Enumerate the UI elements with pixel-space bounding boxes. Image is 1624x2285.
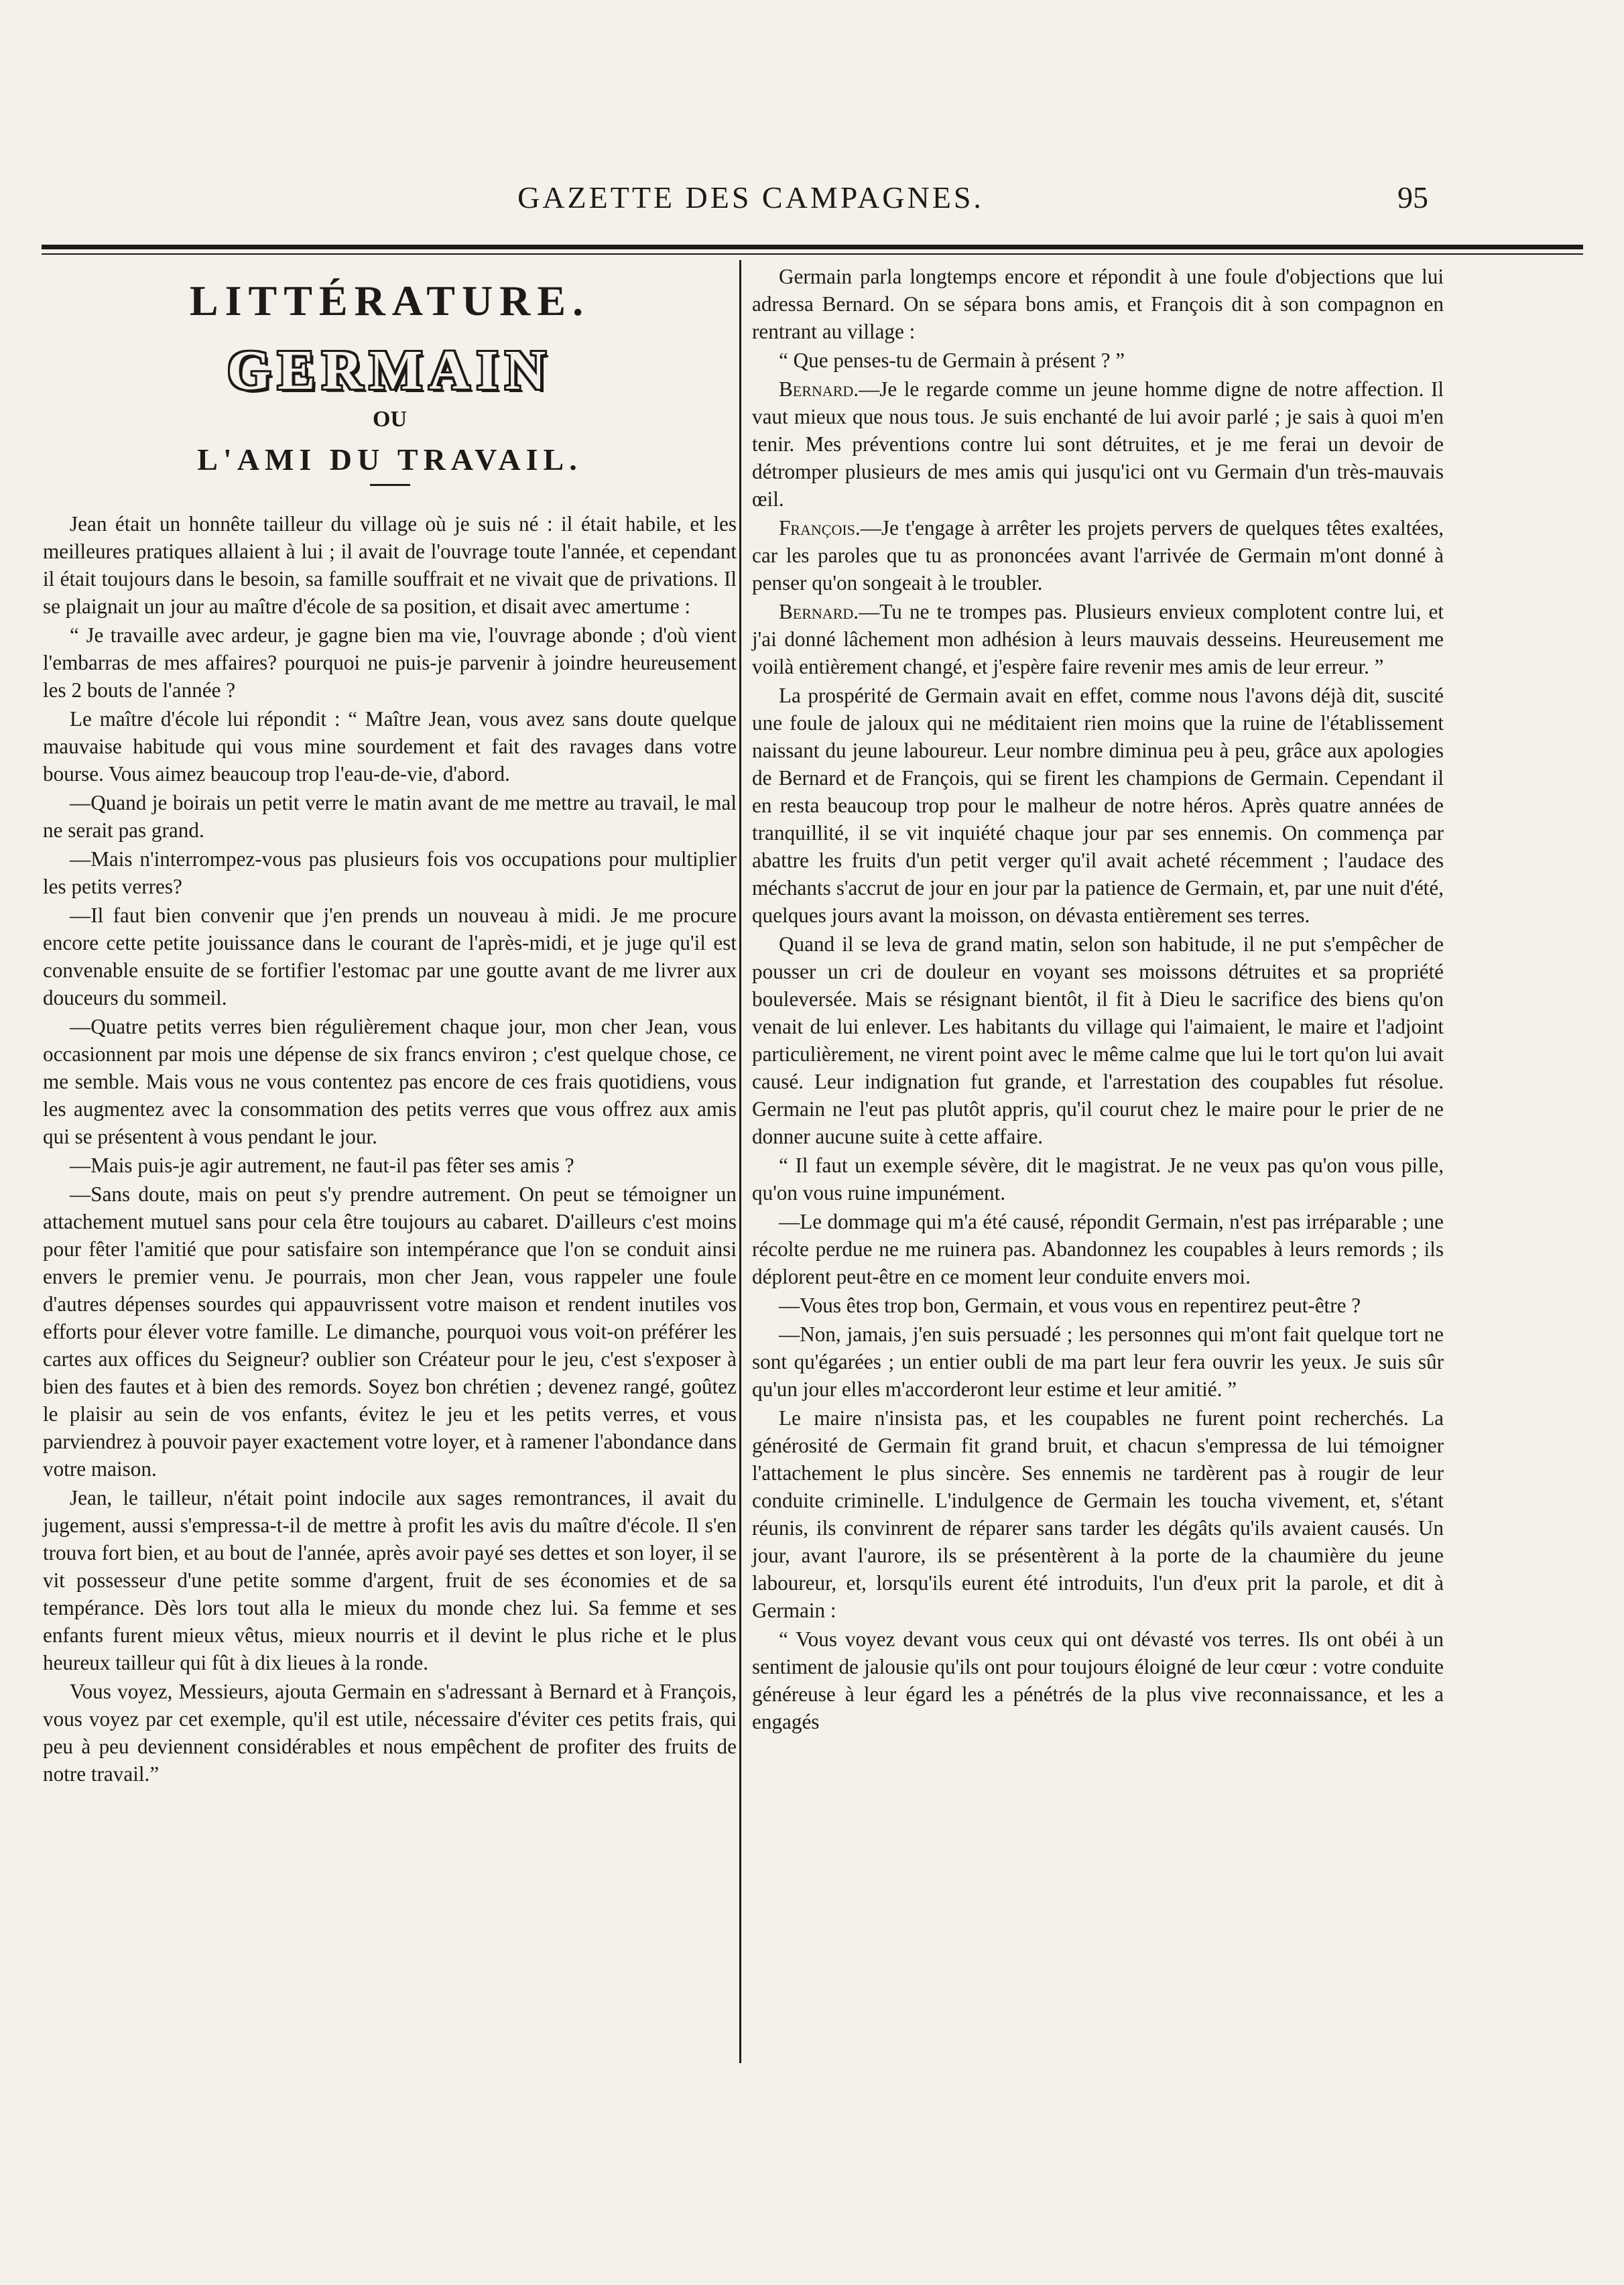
paragraph-text: Quand il se leva de grand matin, selon son habitude, il ne put s'empêcher de pousser un cri de douleur en voyant ses moissons détruites et sa propriété bouleversée. Mais se résignant bientôt, il fit à Dieu le sacrifice des biens qu'on venait de lui enlever. Les habitants du village qui l'aimaient, le maire et l'adjoint particulièrement, ne virent point avec le même calme que lui le tort qu'on lui avait causé. Leur indignation fut grande, et l'arrestation des coupables fut résolue. Germain ne l'eut pas plutôt appris, qu'il courut chez le maire pour le prier de ne donner aucune suite à cette affaire. (752, 932, 1444, 1148)
paragraph-text: Le maire n'insista pas, et les coupables ne furent point recherchés. La générosité de Germain fit grand bruit, et chacun s'empressa de lui témoigner l'attachement le plus sincère. Ses ennemis ne tardèrent pas à rougir de leur conduite criminelle. L'indulgence de Germain les toucha vivement, et, s'étant réunis, ils convinrent de réparer sans tarder les dégâts qu'ils avaient causés. Un jour, avant l'aurore, ils se présentèrent à la porte de la chaumière du jeune laboureur, et, lorsqu'ils eurent été introduits, l'un d'eux prit la parole, et dit à Germain : (752, 1406, 1444, 1622)
paragraph (752, 1625, 1444, 1735)
paragraph: Jean était un honnête tailleur du village où je suis né : il était habile, et les meilleures pratiques allaient à lui ; il avait de l'ouvrage toute l'année, et cependant il était toujours dans le besoin, sa famille souffrait et ne vivait que de privations. Il se plaignait un jour au maître d'école de sa position, et disait avec amertume : (43, 512, 737, 618)
speaker: Bernard. (779, 377, 859, 401)
paragraph (752, 1320, 1444, 1403)
paragraph: Jean, le tailleur, n'était point indocile aux sages remontrances, il avait du jugement, aussi s'empressa-t-il de mettre à profit les avis du maître d'école. Il s'en trouva fort bien, et au bout de l'année, après avoir payé ses dettes et son loyer, il se vit possesseur d'une petite somme d'argent, fruit de ses économies et de sa tempérance. Dès lors tout alla le mieux du monde chez lui. Sa femme et ses enfants furent mieux vêtus, mieux nourris et il devint le plus riche et le plus heureux tailleur qui fût à dix lieues à la ronde. (43, 1486, 737, 1674)
paragraph (752, 930, 1444, 1150)
column-divider (739, 260, 741, 2063)
header-rule (42, 245, 1583, 249)
paragraph-text: —Je le regarde comme un jeune homme digne de notre affection. Il vaut mieux que nous tous. Je suis enchanté de lui avoir parlé ; je sais à quoi m'en tenir. Mes préventions contre lui sont détruites, et je me ferai un devoir de détromper plusieurs de mes amis qui jusqu'ici ont vu Germain d'un très-mauvais œil. (752, 377, 1444, 511)
paragraph-text: —Le dommage qui m'a été causé, répondit Germain, n'est pas irréparable ; une récolte perdue ne me ruinera pas. Abandonnez les coupables à leurs remords ; ils déplorent peut-être en ce moment leur conduite envers moi. (752, 1210, 1444, 1288)
paragraph-text: —Je t'engage à arrêter les projets pervers de quelques têtes exaltées, car les paroles que tu as prononcées avant l'arrivée de Germain m'ont donné à penser qu'on songeait à le troubler. (752, 516, 1444, 595)
title-rule (370, 484, 410, 486)
paragraph: —Sans doute, mais on peut s'y prendre autrement. On peut se témoigner un attachement mutuel sans pour cela être toujours au cabaret. D'ailleurs c'est moins pour fêter l'amitié que pour satisfaire son intempérance que l'on se conduit ainsi envers le premier venu. Je pourrais, mon cher Jean, vous rappeler une foule d'autres dépenses sourdes qui appauvrissent votre maison et rendent inutiles vos efforts pour élever votre famille. Le dimanche, pourquoi vous voit-on préférer les cartes aux offices du Seigneur? oublier son Créateur pour le jeu, c'est s'exposer à bien des fautes et à bien des remords. Soyez bon chrétien ; devenez rangé, goûtez le plaisir au sein de vos enfants, évitez le jeu et les petits verres, et vous parviendrez à pouvoir payer exactement votre loyer, et à ramener l'abondance dans votre maison. (43, 1182, 737, 1481)
paragraph: —Mais n'interrompez-vous pas plusieurs fois vos occupations pour multiplier les petits verres? (43, 847, 737, 898)
speaker: François. (779, 516, 861, 540)
paragraph: Le maître d'école lui répondit : “ Maître Jean, vous avez sans doute quelque mauvaise habitude qui vous mine sourdement et fait des ravages dans votre bourse. Vous aimez beaucoup trop l'eau-de-vie, d'abord. (43, 707, 737, 786)
story-title: GERMAIN (227, 339, 553, 402)
paragraph (752, 1152, 1444, 1207)
paragraph: “ Je travaille avec ardeur, je gagne bien ma vie, l'ouvrage abonde ; d'où vient l'embarras de mes affaires? pourquoi ne puis-je parvenir à joindre heureusement les 2 bouts de l'année ? (43, 623, 737, 702)
paragraph-text: “ Il faut un exemple sévère, dit le magistrat. Je ne veux pas qu'on vous pille, qu'on vous ruine impunément. (752, 1154, 1444, 1205)
paragraph (752, 375, 1444, 513)
paragraph-text: La prospérité de Germain avait en effet, comme nous l'avons déjà dit, suscité une foule de jaloux qui ne méditaient rien moins que la ruine de l'établissement naissant du jeune laboureur. Leur nombre diminua peu à peu, grâce aux apologies de Bernard et de François, qui se firent les champions de Germain. Cependant il en resta beaucoup trop pour le malheur de notre héros. Après quatre années de tranquillité, il se vit inquiété chaque jour par ses ennemis. On commença par abattre les fruits d'un petit verger qu'il avait acheté récemment ; l'audace des méchants s'accrut de jour en jour par la patience de Germain, et, par une nuit d'été, quelques jours avant la moisson, on dévasta entièrement ses terres. (752, 684, 1444, 927)
paragraph-text: —Tu ne te trompes pas. Plusieurs envieux complotent contre lui, et j'ai donné lâchement mon adhésion à leurs mauvais desseins. Heureusement me voilà entièrement changé, et j'espère faire revenir mes amis de leur erreur. ” (752, 600, 1444, 678)
paragraph: Vous voyez, Messieurs, ajouta Germain en s'adressant à Bernard et à François, vous voyez par cet exemple, qu'il est utile, nécessaire d'éviter ces petits frais, qui peu à peu deviennent considérables et nous empêchent de profiter des fruits de notre travail.” (43, 1680, 737, 1786)
paragraph (752, 263, 1444, 345)
paragraph (752, 682, 1444, 929)
story-subtitle: L'AMI DU TRAVAIL. (197, 442, 582, 477)
speaker: Bernard. (779, 600, 859, 623)
left-column (43, 263, 737, 1789)
gazette-title: GAZETTE DES CAMPAGNES. (517, 180, 984, 214)
right-column (752, 263, 1444, 1737)
page-number: 95 (1397, 180, 1428, 214)
paragraph (752, 1404, 1444, 1624)
paragraph (752, 514, 1444, 597)
header-rule-thin (42, 253, 1583, 255)
paragraph-text: —Non, jamais, j'en suis persuadé ; les personnes qui m'ont fait quelque tort ne sont qu'égarées ; un entier oubli de ma part leur fera ouvrir les yeux. Je suis sûr qu'un jour elles m'accorderont leur estime et leur amitié. ” (752, 1322, 1444, 1401)
paragraph-text: Germain parla longtemps encore et répondit à une foule d'objections que lui adressa Bernard. On se sépara bons amis, et François dit à son compagnon en rentrant au village : (752, 265, 1444, 343)
paragraph (752, 347, 1444, 374)
section-title: LITTÉRATURE. (189, 277, 590, 324)
paragraph: —Il faut bien convenir que j'en prends un nouveau à midi. Je me procure encore cette petite jouissance dans le courant de l'après-midi, et je juge qu'il est convenable ensuite de se fortifier l'estomac par une goutte avant de me livrer aux douceurs du sommeil. (43, 904, 737, 1009)
paragraph (752, 1208, 1444, 1290)
paragraph (752, 1292, 1444, 1319)
paragraph: —Quand je boirais un petit verre le matin avant de me mettre au travail, le mal ne serait pas grand. (43, 791, 737, 842)
paragraph: —Quatre petits verres bien régulièrement chaque jour, mon cher Jean, vous occasionnent par mois une dépense de six francs environ ; c'est quelque chose, ce me semble. Mais vous ne vous contentez pas encore de ces frais quotidiens, vous les augmentez avec la consommation des petits verres que vous offrez aux amis qui se présentent à vous pendant le jour. (43, 1015, 737, 1148)
running-head (0, 180, 1624, 227)
paragraph-text: “ Que penses-tu de Germain à présent ? ” (779, 349, 1125, 372)
paragraph: —Mais puis-je agir autrement, ne faut-il pas fêter ses amis ? (70, 1154, 574, 1177)
paragraph-text: “ Vous voyez devant vous ceux qui ont dévasté vos terres. Ils ont obéi à un sentiment de jalousie qu'ils ont pour toujours éloigné de leur cœur : votre conduite généreuse à leur égard les a pénétrés de la plus vive reconnaissance, et les a engagés (752, 1627, 1444, 1733)
paragraph-text: —Vous êtes trop bon, Germain, et vous vous en repentirez peut-être ? (779, 1294, 1361, 1317)
paragraph (752, 598, 1444, 680)
story-or: OU (373, 407, 407, 432)
